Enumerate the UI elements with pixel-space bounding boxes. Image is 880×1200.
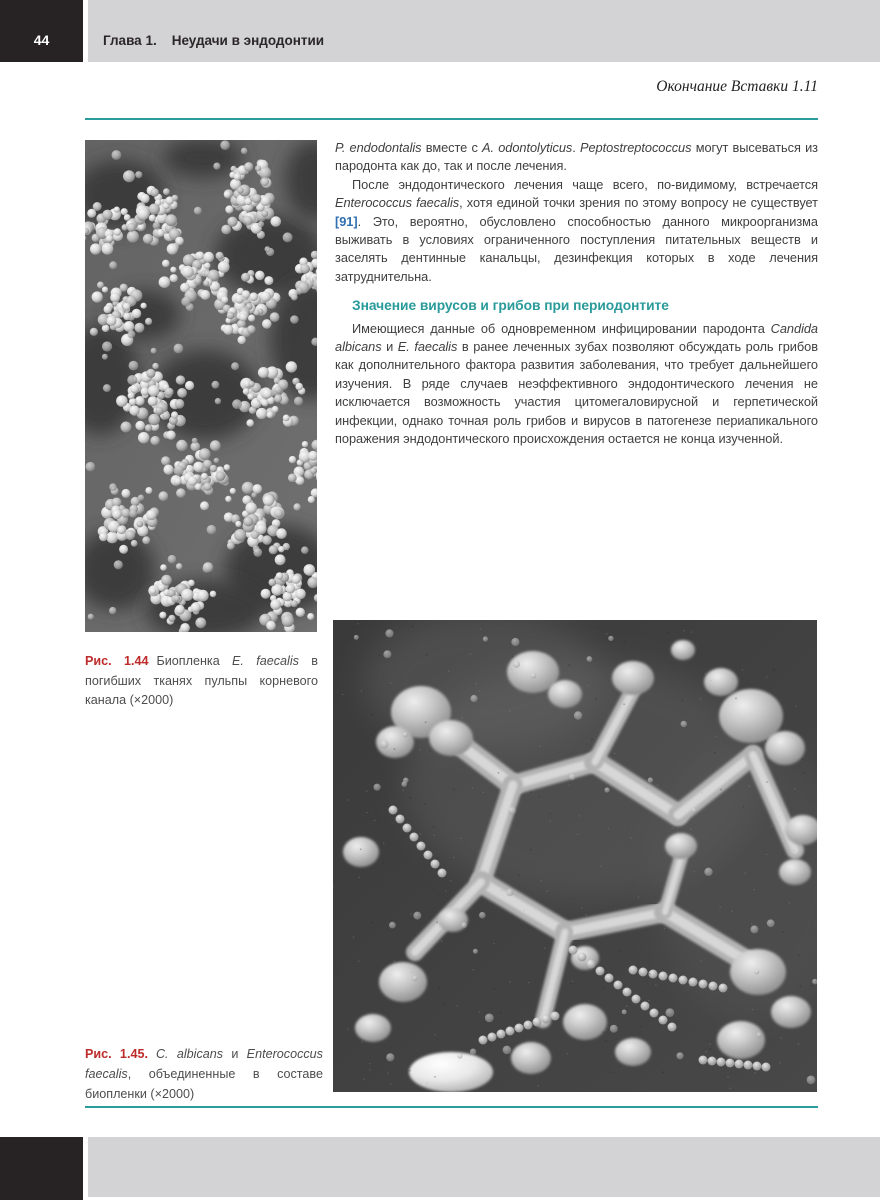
bottom-divider-rule <box>85 1106 818 1108</box>
footer-dark-block <box>0 1137 83 1200</box>
footer-gray-band <box>88 1137 880 1197</box>
top-divider-rule <box>85 118 818 120</box>
insert-end-note: Окончание Вставки 1.11 <box>656 78 818 95</box>
figure-1-45 <box>333 620 817 1092</box>
figure-1-45-label: Рис. 1.45. <box>85 1047 148 1061</box>
sem-micrograph-hyphae-biofilm <box>333 620 817 1092</box>
paragraph: P. endodontalis вместе с A. odontolyticus. Peptostreptococcus могут высеваться из пародонта как до, так и после лечения. <box>335 140 818 174</box>
section-heading: Значение вирусов и грибов при периодонтите <box>352 298 669 314</box>
chapter-header-band <box>88 0 880 62</box>
figure-1-44 <box>85 140 317 632</box>
chapter-label: Глава 1. <box>103 32 157 48</box>
paragraph: После эндодонтического лечения чаще всего, по-видимому, встречается Enterococcus faecalis, хотя единой точки зрения по этому вопросу не существует [91]. Это, вероятно, обусловлено способностью данного микроорганизма выживать в условиях ограниченного поступления питательных веществ и заселять дентинные канальцы, дезинфекция которых в ходе лечения затруднительна. <box>335 176 818 284</box>
figure-1-44-caption-text: Биопленка E. faecalis в погибших тканях пульпы корневого канала (×2000) <box>85 654 318 707</box>
page-number-block <box>0 0 83 62</box>
figure-1-44-label: Рис. 1.44 <box>85 654 149 668</box>
figure-1-44-caption <box>85 652 318 711</box>
figure-1-45-caption <box>85 1044 323 1104</box>
body-text-column <box>335 139 818 449</box>
paragraph: Имеющиеся данные об одновременном инфицировании пародонта Candida albicans и E. faecalis в ранее леченных зубах позволяют обсуждать роль грибов как дополнительного фактора развития заболевания, что требует дальнейшего изучения. В ряде случаев неэффективного эндодонтического лечения не исключается возможность участия цитомегаловирусной и герпетической инфекции, однако точная роль грибов и вирусов в патогенезе периапикального поражения эндодонтического происхождения остается не конца изученной. <box>335 320 818 447</box>
page-number: 44 <box>33 32 50 48</box>
figure-1-45-caption-text: C. albicans и Enterococcus faecalis, объединенные в составе биопленки (×2000) <box>85 1047 323 1101</box>
chapter-title: Неудачи в эндодонтии <box>171 32 325 48</box>
sem-micrograph-cocci-biofilm <box>85 140 317 632</box>
